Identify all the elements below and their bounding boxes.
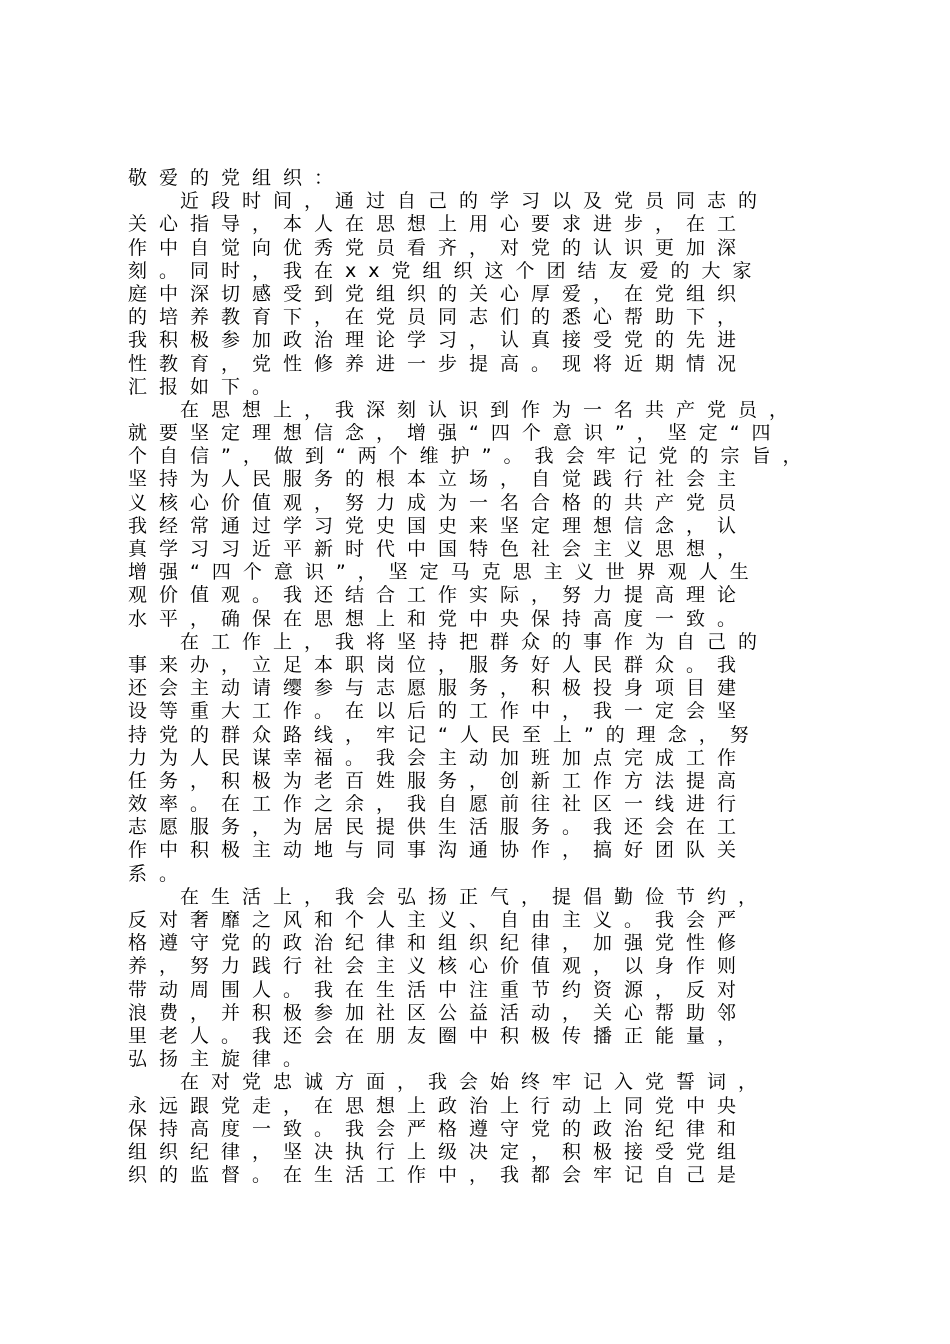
text-line: 带动周围人。我在生活中注重节约资源，反对: [128, 978, 749, 1001]
text-line: 浪费，并积极参加社区公益活动，关心帮助邻: [128, 1001, 749, 1024]
text-line: 保持高度一致。我会严格遵守党的政治纪律和: [128, 1117, 749, 1140]
text-line: 任务，积极为老百姓服务，创新工作方法提高: [128, 769, 749, 792]
text-line: 我积极参加政治理论学习，认真接受党的先进: [128, 329, 749, 352]
text-line: 里老人。我还会在朋友圈中积极传播正能量，: [128, 1024, 749, 1047]
text-line: 个自信”，做到“两个维护”。我会牢记党的宗旨，: [128, 445, 814, 468]
text-line: 坚持为人民服务的根本立场，自觉践行社会主: [128, 468, 749, 491]
text-line: 格遵守党的政治纪律和组织纪律，加强党性修: [128, 932, 749, 955]
text-line: 弘扬主旋律。: [128, 1048, 315, 1071]
text-line: 系。: [128, 862, 191, 885]
text-line: 刻。同时，我在xx党组织这个团结友爱的大家: [128, 259, 764, 282]
text-line: 水平，确保在思想上和党中央保持高度一致。: [128, 607, 749, 630]
text-line: 力为人民谋幸福。我会主动加班加点完成工作: [128, 746, 749, 769]
text-line: 效率。在工作之余，我自愿前往社区一线进行: [128, 793, 749, 816]
text-line: 反对奢靡之风和个人主义、自由主义。我会严: [128, 909, 749, 931]
text-line: 就要坚定理想信念，增强“四个意识”，坚定“四: [128, 422, 783, 445]
text-line: 在思想上，我深刻认识到作为一名共产党员，: [180, 398, 801, 421]
text-line: 庭中深切感受到党组织的关心厚爱，在党组织: [128, 282, 749, 305]
text-line: 事来办，立足本职岗位，服务好人民群众。我: [128, 653, 749, 676]
text-line: 关心指导，本人在思想上用心要求进步，在工: [128, 213, 749, 236]
text-line: 在工作上，我将坚持把群众的事作为自己的: [180, 630, 770, 653]
text-line: 汇报如下。: [128, 375, 284, 398]
text-line: 性教育，党性修养进一步提高。现将近期情况: [128, 352, 749, 375]
text-line: 作中积极主动地与同事沟通协作，搞好团队关: [128, 839, 749, 862]
salutation: 敬爱的党组织：: [128, 167, 346, 189]
text-line: 组织纪律，坚决执行上级决定，积极接受党组: [128, 1140, 749, 1163]
text-line: 还会主动请缨参与志愿服务，积极投身项目建: [128, 677, 749, 700]
text-line: 作中自觉向优秀党员看齐，对党的认识更加深: [128, 236, 749, 259]
text-line: 在生活上，我会弘扬正气，提倡勤俭节约，: [180, 885, 770, 908]
text-line: 在对党忠诚方面，我会始终牢记入党誓词，: [180, 1071, 770, 1094]
text-line: 持党的群众路线，牢记“人民至上”的理念，努: [128, 723, 761, 746]
text-line: 的培养教育下，在党员同志们的悉心帮助下，: [128, 306, 749, 329]
text-line: 观价值观。我还结合工作实际，努力提高理论: [128, 584, 749, 607]
text-line: 近段时间，通过自己的学习以及党员同志的: [180, 190, 770, 213]
text-line: 养，努力践行社会主义核心价值观，以身作则: [128, 955, 749, 978]
text-line: 义核心价值观，努力成为一名合格的共产党员: [128, 491, 749, 514]
text-line: 增强“四个意识”，坚定马克思主义世界观人生: [128, 561, 761, 584]
text-line: 志愿服务，为居民提供生活服务。我还会在工: [128, 816, 749, 839]
text-line: 我经常通过学习党史国史来坚定理想信念，认: [128, 514, 749, 537]
text-line: 真学习习近平新时代中国特色社会主义思想，: [128, 538, 749, 560]
text-line: 设等重大工作。在以后的工作中，我一定会坚: [128, 700, 749, 723]
letter-body: [128, 167, 828, 1187]
text-line: 织的监督。在生活工作中，我都会牢记自己是: [128, 1164, 749, 1187]
text-line: 永远跟党走，在思想上政治上行动上同党中央: [128, 1094, 749, 1117]
